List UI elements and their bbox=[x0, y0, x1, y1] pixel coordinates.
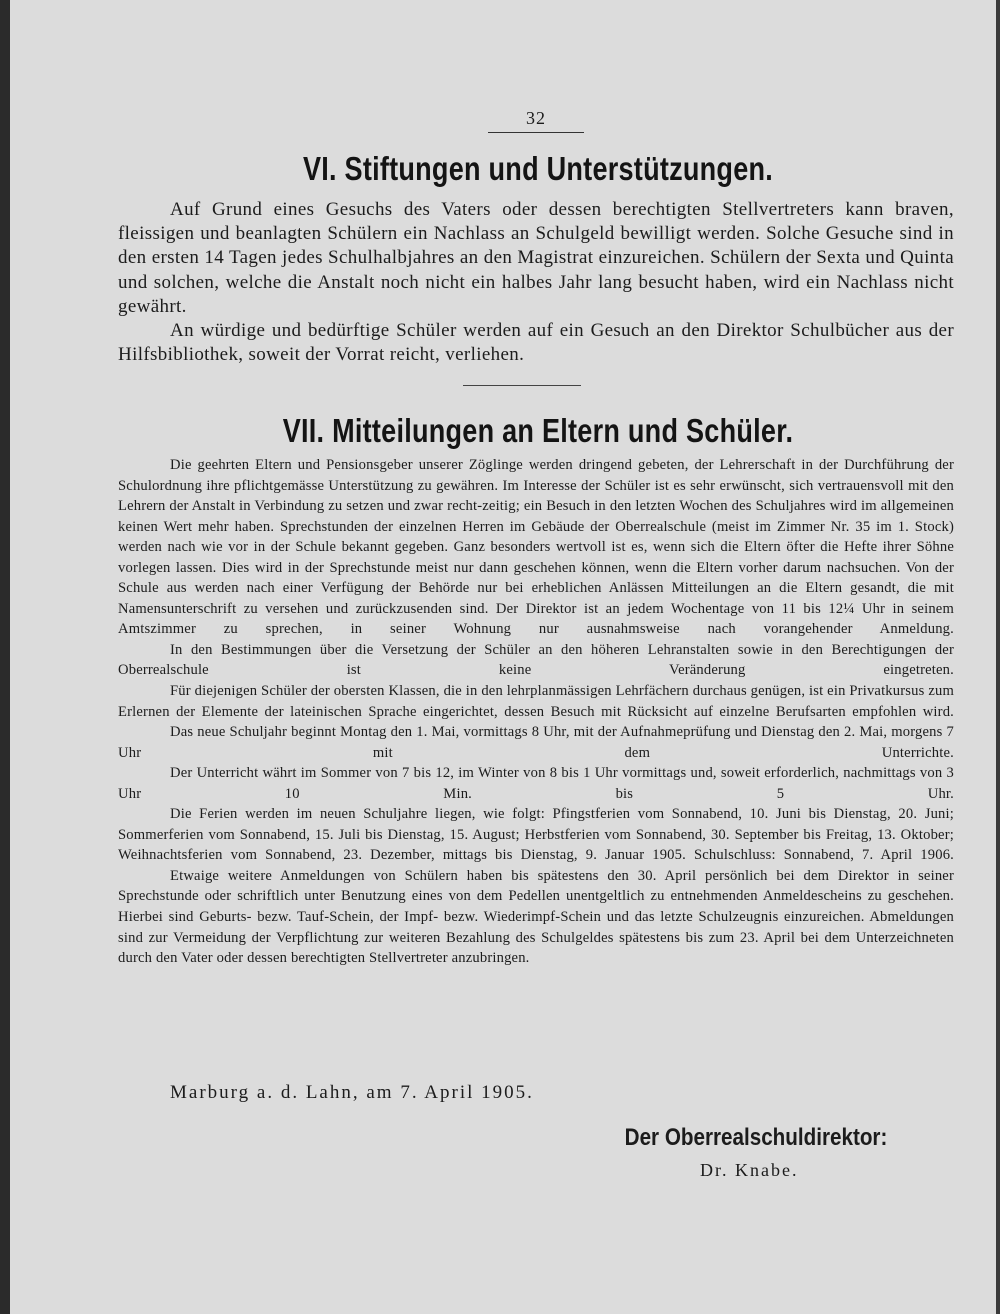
section-7-paragraph: In den Bestimmungen über die Versetzung der Schüler an den höheren Lehranstalten sowie in den Berechtigungen der Oberrealschule ist keine Veränderung eingetreten. bbox=[118, 641, 954, 679]
scan-edge-left bbox=[0, 0, 10, 1314]
place-date: Marburg a. d. Lahn, am 7. April 1905. bbox=[170, 1082, 534, 1103]
section-divider bbox=[463, 385, 581, 386]
section-6-body bbox=[118, 198, 954, 367]
section-6-title: VI. Stiftungen und Unterstützungen. bbox=[302, 150, 774, 187]
page-number: 32 bbox=[488, 108, 584, 133]
section-6-paragraph: An würdige und bedürftige Schüler werden auf ein Gesuch an den Direktor Schulbücher aus der Hilfsbibliothek, soweit der Vorrat reicht, verliehen. bbox=[118, 320, 954, 366]
signature-name: Dr. Knabe. bbox=[700, 1160, 799, 1180]
section-7-paragraph: Etwaige weitere Anmeldungen von Schülern haben bis spätestens den 30. April persönlich bei dem Direktor in seiner Sprechstunde oder schriftlich unter Benutzung eines von dem Pedellen unentgeltlich zu entnehmenden Anmeldescheins zu geschehen. Hierbei sind Geburts- bezw. Tauf-Schein, der Impf- bezw. Wiederimpf-Schein und das letzte Schulzeugnis einzureichen. Abmeldungen sind zur Vermeidung der Verpflichtung zur weiteren Bezahlung des Schulgeldes spätestens bis zum 23. April bei dem Unterzeichneten durch den Vater oder dessen berechtigten Stellvertreter anzubringen. bbox=[118, 867, 954, 967]
section-7-paragraph: Die geehrten Eltern und Pensionsgeber unserer Zöglinge werden dringend gebeten, der Lehrerschaft in der Durchführung der Schulordnung ihre pflichtgemässe Unterstützung zu gewähren. Im Interesse der Schüler ist es sehr erwünscht, sich vertrauensvoll mit den Lehrern der Anstalt in Verbindung zu setzen und zwar recht-zeitig; ein Besuch in den letzten Wochen des Schuljahres wird im allgemeinen keinen Wert mehr haben. Sprechstunden der einzelnen Herren im Gebäude der Oberrealschule (meist im Zimmer Nr. 35 im 1. Stock) werden nach wie vor in der Schule bekannt gegeben. Ganz besonders wertvoll ist es, wenn sich die Eltern öfter die Hefte ihrer Söhne vorlegen lassen. Dies wird in der Sprechstunde meist nur dann geschehen können, wenn die Eltern vorher darum nachsuchen. Von der Schule aus werden nach einer Verfügung der Behörde nur bei erheblichen Anlässen Mitteilungen an die Eltern gesandt, die mit Namensunterschrift zu versehen und zurückzusenden sind. Der Direktor ist an jedem Wochentage von 11 bis 12¼ Uhr in seinem Amtszimmer zu sprechen, in seiner Wohnung nur ausnahmsweise nach vorangehender Anmeldung. bbox=[118, 457, 954, 638]
section-7-title: VII. Mitteilungen an Eltern und Schüler. bbox=[282, 412, 794, 449]
section-6-paragraph: Auf Grund eines Gesuchs des Vaters oder dessen berechtigten Stellvertreters kann braven, fleissigen und beanlagten Schülern ein Nachlass an Schulgeld bewilligt werden. Solche Gesuche sind in den ersten 14 Tagen jedes Schulhalbjahres an den Magistrat einzureichen. Schülern der Sexta und Quinta und solchen, welche die Anstalt noch nicht ein halbes Jahr lang besucht haben, wird ein Nachlass nicht gewährt. bbox=[118, 199, 954, 317]
section-7-paragraph: Für diejenigen Schüler der obersten Klassen, die in den lehrplanmässigen Lehrfächern durchaus genügen, ist ein Privatkursus zum Erlernen der Elemente der lateinischen Sprache eingerichtet, dessen Besuch mit Rücksicht auf einzelne Berufsarten empfohlen wird. bbox=[118, 683, 954, 720]
section-7-paragraph: Der Unterricht währt im Sommer von 7 bis 12, im Winter von 8 bis 1 Uhr vormittags und, soweit erforderlich, nachmittags von 3 Uhr 10 Min. bis 5 Uhr. bbox=[118, 765, 954, 802]
section-7-paragraph: Die Ferien werden im neuen Schuljahre liegen, wie folgt: Pfingstferien vom Sonnabend, 10. Juni bis Dienstag, 20. Juni; Sommerferien vom Sonnabend, 15. Juli bis Dienstag, 15. August; Herbstferien vom Sonnabend, 30. September bis Freitag, 13. Oktober; Weihnachtsferien vom Sonnabend, 23. Dezember, mittags bis Dienstag, 9. Januar 1905. Schulschluss: Sonnabend, 7. April 1906. bbox=[118, 806, 954, 864]
scan-edge-right bbox=[996, 0, 1000, 1314]
signature-title: Der Oberrealschuldirektor: bbox=[624, 1124, 888, 1151]
section-7-paragraph: Das neue Schuljahr beginnt Montag den 1. Mai, vormittags 8 Uhr, mit der Aufnahmeprüfung und Dienstag den 2. Mai, morgens 7 Uhr mit dem Unterrichte. bbox=[118, 724, 954, 761]
section-7-body bbox=[118, 455, 954, 969]
